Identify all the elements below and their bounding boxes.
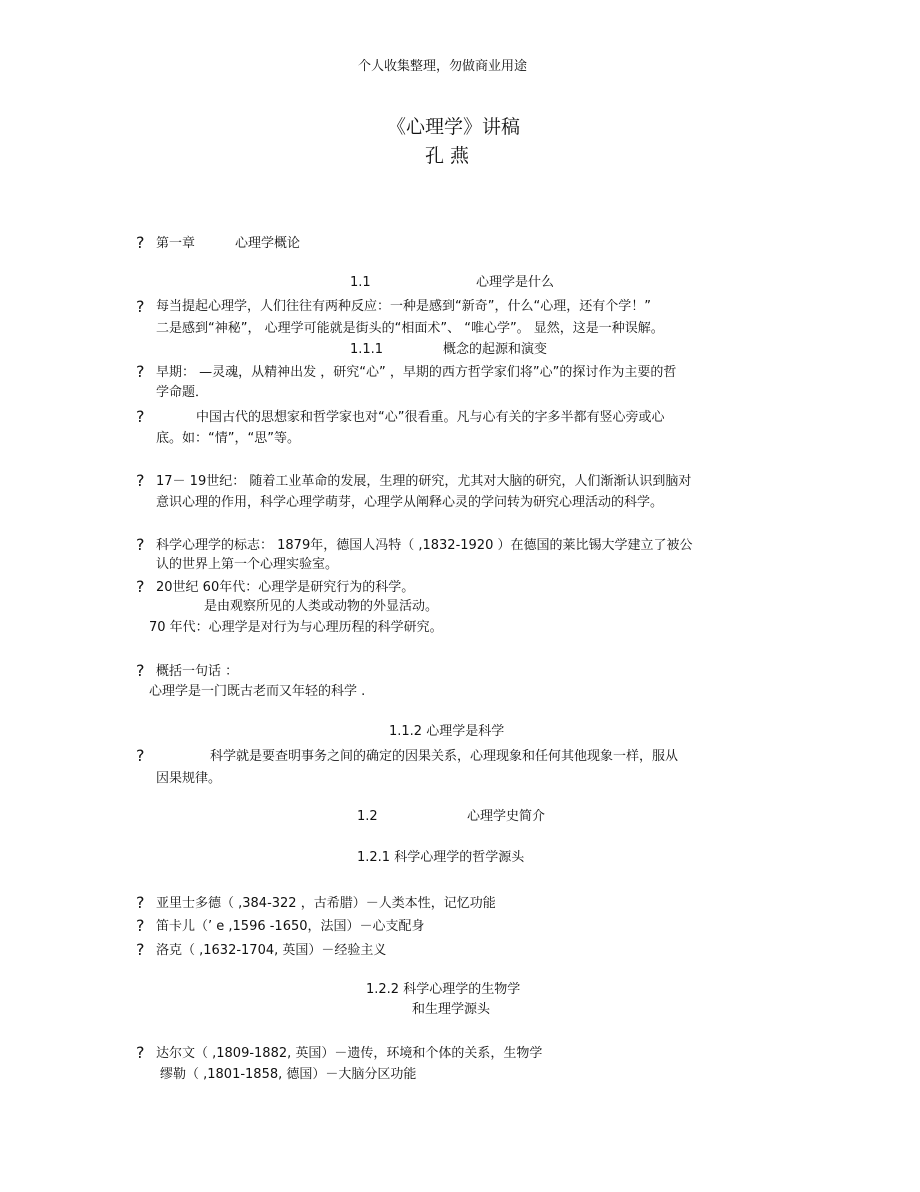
paragraph-line: 意识心理的作用，科学心理学萌芽，心理学从阐释心灵的学问转为研究心理活动的科学。 [156, 495, 664, 510]
bullet: ? [136, 916, 145, 935]
section-1-1-number: 1.1 [350, 275, 371, 290]
paragraph-line: 20世纪 60年代：心理学是研究行为的科学。 [156, 580, 415, 595]
chapter-name: 心理学概论 [235, 236, 301, 251]
header-notice: 个人收集整理，勿做商业用途 [358, 59, 528, 74]
list-item: 亚里士多德（ ,384-322 ，古希腊）－人类本性，记忆功能 [156, 896, 496, 911]
paragraph-line: 是由观察所见的人类或动物的外显活动。 [204, 599, 439, 614]
paragraph-line: 达尔文（ ,1809-1882, 英国）－遗传，环境和个体的关系，生物学 [156, 1046, 543, 1061]
bullet: ? [136, 407, 145, 426]
bullet: ? [136, 471, 145, 490]
bullet: ? [136, 233, 145, 252]
bullet: ? [136, 940, 145, 959]
section-1-1-1-title: 概念的起源和演变 [443, 342, 548, 357]
chapter-label: 第一章 [156, 236, 196, 251]
section-1-2-1-heading: 1.2.1 科学心理学的哲学源头 [357, 850, 525, 865]
section-1-1-title: 心理学是什么 [476, 275, 555, 290]
list-item: 洛克（ ,1632-1704, 英国）－经验主义 [156, 943, 387, 958]
paragraph-line: 因果规律。 [156, 771, 222, 786]
paragraph-line: 概括一句话 ： [156, 664, 239, 679]
bullet: ? [136, 297, 145, 316]
paragraph-line: 二是感到“神秘”， 心理学可能就是街头的“相面术”、 “唯心学”。 显然，这是一种误解。 [156, 321, 664, 336]
paragraph-line: 缪勒（ ,1801-1858, 德国）－大脑分区功能 [160, 1067, 417, 1082]
document-author: 孔 燕 [425, 145, 470, 167]
bullet: ? [136, 893, 145, 912]
paragraph-line: 每当提起心理学，人们往往有两种反应：一种是感到“新奇”，什么“心理，还有个学！” [156, 299, 651, 314]
bullet: ? [136, 1043, 145, 1062]
list-item: 笛卡儿（’ e ,1596 -1650，法国）－心支配身 [156, 919, 425, 934]
section-1-2-2-heading-line2: 和生理学源头 [412, 1002, 491, 1017]
bullet: ? [136, 577, 145, 596]
paragraph-line: 70 年代：心理学是对行为与心理历程的科学研究。 [149, 620, 443, 635]
paragraph-line: 学命题． [156, 385, 209, 400]
document-title: 《心理学》讲稿 [387, 116, 521, 138]
bullet: ? [136, 535, 145, 554]
bullet: ? [136, 746, 145, 765]
paragraph-line: 科学心理学的标志： 1879年，德国人冯特（ ,1832-1920 ）在德国的莱比锡大学建立了被公 [156, 538, 693, 553]
bullet: ? [136, 362, 145, 381]
paragraph-line: 中国古代的思想家和哲学家也对“心”很看重。凡与心有关的字多半都有竖心旁或心 [196, 410, 665, 425]
section-1-1-1-number: 1.1.1 [350, 342, 384, 357]
paragraph-line: 早期： —灵魂，从精神出发 ，研究“心” ，早期的西方哲学家们将”心”的探讨作为主要的哲 [156, 365, 677, 380]
bullet: ? [136, 661, 145, 680]
paragraph-line: 17－ 19世纪： 随着工业革命的发展，生理的研究，尤其对大脑的研究，人们渐渐认识到脑对 [156, 474, 692, 489]
section-1-2-2-heading-line1: 1.2.2 科学心理学的生物学 [366, 982, 521, 997]
section-1-2-number: 1.2 [357, 809, 378, 824]
paragraph-line: 认的世界上第一个心理实验室。 [156, 557, 339, 572]
paragraph-line: 科学就是要查明事务之间的确定的因果关系，心理现象和任何其他现象一样，服从 [210, 749, 679, 764]
section-1-2-title: 心理学史简介 [467, 809, 546, 824]
section-1-1-2-heading: 1.1.2 心理学是科学 [389, 724, 505, 739]
paragraph-line: 底。如：“情”，“思”等。 [156, 431, 300, 446]
paragraph-line: 心理学是一门既古老而又年轻的科学 . [149, 684, 366, 699]
